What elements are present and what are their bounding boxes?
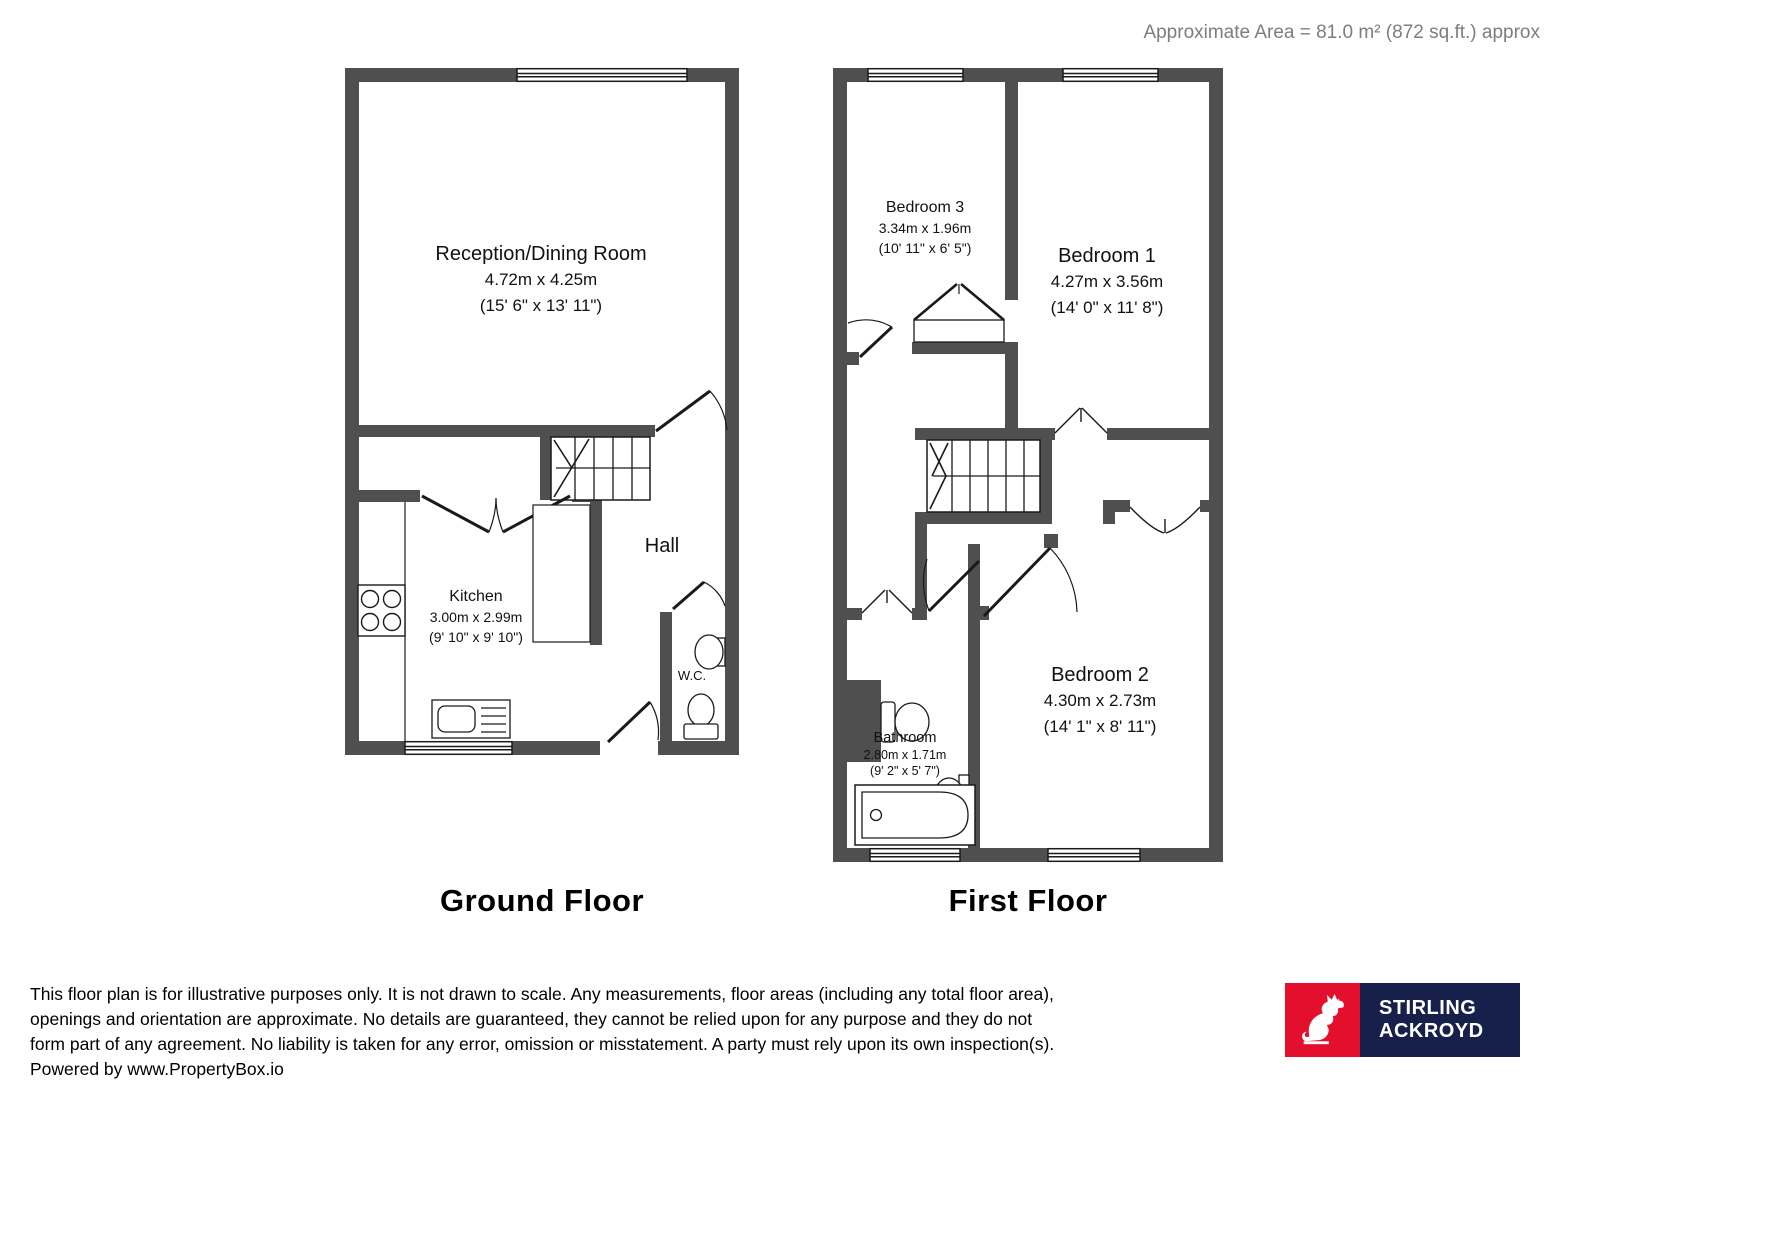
room-dim-metric: 3.34m x 1.96m bbox=[878, 220, 972, 236]
first-floor-title: First Floor bbox=[948, 883, 1108, 918]
room-dim-metric: 4.27m x 3.56m bbox=[1050, 272, 1164, 291]
room-name: W.C. bbox=[677, 668, 707, 683]
ground-floor-title: Ground Floor bbox=[439, 883, 645, 918]
room-label-bathroom bbox=[864, 729, 947, 779]
logo-wordmark bbox=[1360, 983, 1520, 1057]
hob-icon bbox=[358, 585, 405, 636]
stirling-ackroyd-logo bbox=[1285, 983, 1520, 1057]
disclaimer-line: form part of any agreement. No liability is taken for any error, omission or misstatement. A party must rely upon its own inspection(s). bbox=[30, 1034, 1055, 1054]
room-label-hall bbox=[645, 534, 679, 558]
room-name: Hall bbox=[644, 535, 680, 557]
basin-icon bbox=[695, 635, 725, 669]
room-label-bedroom3 bbox=[879, 197, 972, 258]
logo-dragon-panel bbox=[1285, 983, 1360, 1057]
room-label-reception bbox=[435, 241, 646, 319]
room-name: Reception/Dining Room bbox=[435, 243, 647, 265]
door-reception bbox=[656, 391, 727, 431]
ground-floor-plan bbox=[342, 66, 742, 758]
sink-icon bbox=[432, 700, 510, 738]
room-dim-imperial: (9' 10" x 9' 10") bbox=[429, 629, 523, 645]
room-label-bedroom2 bbox=[1044, 662, 1157, 740]
room-dim-imperial: (14' 0" x 11' 8") bbox=[1050, 298, 1164, 317]
logo-text-line1: STIRLING bbox=[1379, 997, 1477, 1019]
door-bedroom2 bbox=[984, 548, 1077, 616]
disclaimer-line: openings and orientation are approximate. No details are guaranteed, they cannot be relied upon for any purpose and they do not bbox=[30, 1009, 1033, 1029]
room-dim-imperial: (10' 11" x 6' 5") bbox=[878, 240, 972, 256]
room-dim-metric: 3.00m x 2.99m bbox=[429, 609, 523, 625]
logo-text-line2: ACKROYD bbox=[1379, 1020, 1484, 1042]
room-dim-imperial: (9' 2" x 5' 7") bbox=[870, 764, 940, 778]
toilet-icon bbox=[684, 694, 718, 739]
staircase bbox=[927, 440, 1040, 512]
door-wc bbox=[673, 582, 725, 609]
room-label-bedroom1 bbox=[1051, 243, 1164, 321]
room-dim-imperial: (15' 6" x 13' 11") bbox=[479, 296, 603, 315]
disclaimer-text bbox=[30, 982, 1054, 1082]
room-dim-metric: 2.80m x 1.71m bbox=[863, 748, 947, 762]
window-icon bbox=[405, 69, 687, 755]
dragon-icon bbox=[1294, 991, 1352, 1049]
door-corridor bbox=[1130, 507, 1200, 533]
closet bbox=[914, 284, 1004, 342]
bathtub-icon bbox=[855, 785, 975, 845]
room-label-kitchen bbox=[429, 586, 523, 647]
room-name: Bedroom 1 bbox=[1058, 245, 1156, 267]
door-bathroom bbox=[862, 590, 912, 613]
disclaimer-line: This floor plan is for illustrative purposes only. It is not drawn to scale. Any measurements, floor areas (including any total floor area), bbox=[30, 984, 1054, 1004]
room-label-wc bbox=[678, 668, 706, 684]
room-name: Bathroom bbox=[873, 730, 937, 746]
approximate-area-text: Approximate Area = 81.0 m² (872 sq.ft.) approx bbox=[1143, 22, 1540, 43]
room-name: Bedroom 3 bbox=[885, 199, 965, 216]
disclaimer-line: Powered by www.PropertyBox.io bbox=[30, 1059, 284, 1079]
staircase bbox=[551, 437, 650, 500]
door-bedroom3 bbox=[848, 320, 892, 357]
room-name: Kitchen bbox=[449, 588, 503, 605]
room-dim-metric: 4.30m x 2.73m bbox=[1043, 691, 1157, 710]
room-dim-metric: 4.72m x 4.25m bbox=[484, 270, 598, 289]
door-bedroom1 bbox=[1055, 408, 1107, 433]
door-entrance bbox=[608, 702, 659, 742]
room-name: Bedroom 2 bbox=[1051, 664, 1149, 686]
room-dim-imperial: (14' 1" x 8' 11") bbox=[1043, 717, 1157, 736]
